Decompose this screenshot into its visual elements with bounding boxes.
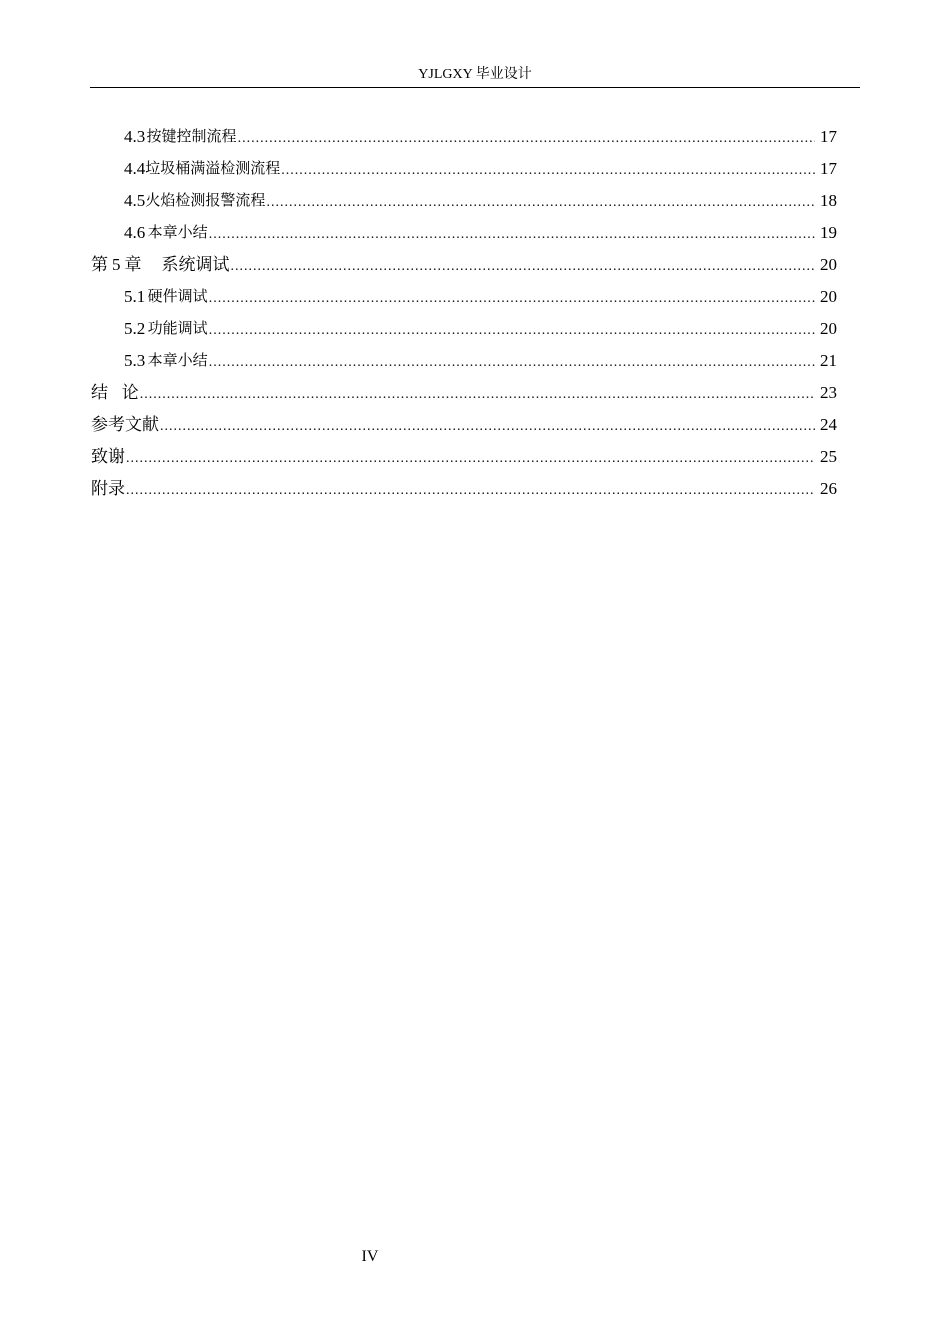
toc-entry-chapter-5[interactable] bbox=[91, 244, 837, 276]
toc-conclusion-char-2: 论 bbox=[121, 383, 139, 403]
toc-dot-leader bbox=[140, 386, 815, 404]
toc-dot-leader bbox=[209, 322, 815, 340]
toc-entry-4-4[interactable] bbox=[91, 148, 837, 180]
toc-section-number: 4.5 bbox=[124, 191, 146, 210]
toc-section-number: 4.3 bbox=[124, 127, 146, 146]
toc-section-title: 本章小结 bbox=[147, 353, 208, 369]
toc-section-number: 4.4 bbox=[124, 159, 146, 178]
toc-page-number: 26 bbox=[820, 479, 837, 498]
toc-page-number: 23 bbox=[820, 383, 837, 402]
toc-dot-leader bbox=[231, 258, 816, 276]
toc-chapter-suffix: 章 bbox=[124, 255, 142, 275]
toc-section-title: 硬件调试 bbox=[147, 289, 208, 305]
toc-entry-4-5[interactable] bbox=[91, 180, 837, 212]
toc-dot-leader bbox=[238, 130, 815, 148]
toc-section-number: 5.3 bbox=[124, 351, 146, 370]
toc-entry-4-3[interactable] bbox=[91, 116, 837, 148]
toc-dot-leader bbox=[281, 162, 815, 180]
table-of-contents bbox=[91, 116, 837, 500]
toc-dot-leader bbox=[126, 482, 815, 500]
toc-entry-appendix[interactable] bbox=[91, 468, 837, 500]
header-rule bbox=[90, 87, 860, 88]
toc-chapter-prefix: 第 bbox=[91, 255, 108, 275]
toc-dot-leader bbox=[209, 290, 815, 308]
toc-section-number: 5.2 bbox=[124, 319, 146, 338]
toc-page-number: 24 bbox=[820, 415, 837, 434]
toc-entry-4-6[interactable] bbox=[91, 212, 837, 244]
toc-page-number: 17 bbox=[820, 159, 837, 178]
toc-references-title: 参考文献 bbox=[91, 415, 159, 435]
toc-dot-leader bbox=[209, 354, 815, 372]
toc-section-title: 按键控制流程 bbox=[146, 129, 237, 145]
toc-dot-leader bbox=[126, 450, 815, 468]
toc-dot-leader bbox=[209, 226, 815, 244]
toc-section-title: 本章小结 bbox=[147, 225, 208, 241]
toc-entry-5-3[interactable] bbox=[91, 340, 837, 372]
toc-page-number: 20 bbox=[820, 319, 837, 338]
toc-conclusion-char-1: 结 bbox=[91, 383, 108, 403]
toc-dot-leader bbox=[160, 418, 815, 436]
toc-page-number: 21 bbox=[820, 351, 837, 370]
toc-section-title: 火焰检测报警流程 bbox=[145, 193, 266, 209]
toc-acknowledgements-title: 致谢 bbox=[91, 447, 125, 467]
toc-conclusion-title bbox=[91, 382, 139, 404]
page-footer-number: IV bbox=[361, 1248, 379, 1265]
toc-chapter-number: 5 bbox=[112, 255, 121, 274]
toc-entry-5-1[interactable] bbox=[91, 276, 837, 308]
toc-entry-acknowledgements[interactable] bbox=[91, 436, 837, 468]
toc-page-number: 20 bbox=[820, 255, 837, 274]
toc-appendix-title: 附录 bbox=[91, 479, 125, 499]
toc-section-title: 垃圾桶满溢检测流程 bbox=[145, 161, 281, 177]
toc-page-number: 18 bbox=[820, 191, 837, 210]
toc-section-number: 5.1 bbox=[124, 287, 146, 306]
toc-entry-conclusion[interactable] bbox=[91, 372, 837, 404]
toc-page-number: 25 bbox=[820, 447, 837, 466]
toc-page-number: 20 bbox=[820, 287, 837, 306]
toc-section-number: 4.6 bbox=[124, 223, 146, 242]
toc-page-number: 19 bbox=[820, 223, 837, 242]
toc-chapter-title: 系统调试 bbox=[161, 255, 230, 275]
toc-dot-leader bbox=[266, 194, 815, 212]
page-header: YJLGXY 毕业设计 bbox=[418, 67, 532, 82]
toc-section-title: 功能调试 bbox=[147, 321, 208, 337]
toc-page-number: 17 bbox=[820, 127, 837, 146]
toc-entry-references[interactable] bbox=[91, 404, 837, 436]
toc-entry-5-2[interactable] bbox=[91, 308, 837, 340]
